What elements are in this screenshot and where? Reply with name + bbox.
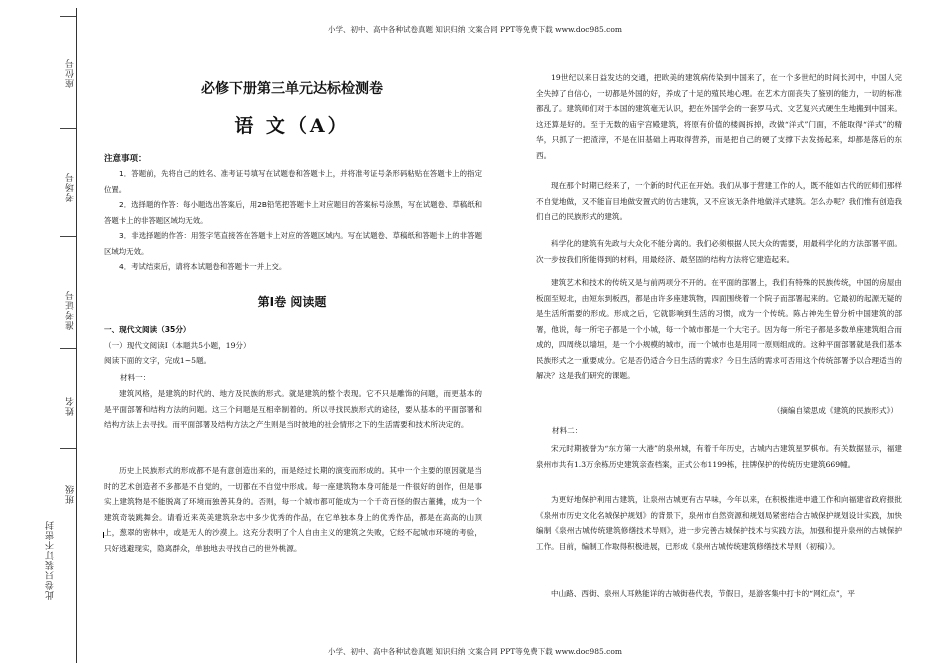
name-label: 姓名 xyxy=(66,396,76,416)
exam-room-blank[interactable] xyxy=(60,128,76,129)
ticket-blank[interactable] xyxy=(60,236,76,237)
material1-label: 材料一： xyxy=(120,373,151,382)
section-title: 第Ⅰ卷 阅读题 xyxy=(257,295,327,309)
right-para-3: 科学化的建筑有先政与大众化不能分离的。我们必须根据人民大众的需要，用最科学化的方法部署平面。次一步按我们所能得到的材料，用最经济、最坚固的结构方法将它建造起来。 xyxy=(536,239,902,264)
ticket-label: 准考证号 xyxy=(66,290,76,330)
material2-para-3: 中山路、西街、泉州人耳熟能详的古城街巷代表，节假日，是游客集中打卡的“网红点”，平 xyxy=(551,589,855,598)
seal-notice: 此卷只装订不密封 xyxy=(46,520,56,600)
material2-para-2: 为更好地保护利用古建筑，让泉州古城更有古早味，今年以来，在积极推进申遗工作和向福建省政府报批《泉州市历史文化名城保护规划》的背景下，泉州市自然资源和规划局紧密结合古城保护规划设计实践，加快编制《泉州古城传统建筑修缮技术导则》，进一步完善古城保护技术与实践方法，加强和提升泉州的古城保护工作。目前，编制工作取得积极进展，已形成《泉州古城传统建筑修缮技术导则（初稿）》。 xyxy=(536,495,902,551)
exam-room-label: 考场号 xyxy=(66,172,76,202)
binding-line xyxy=(76,8,77,663)
note-2: 2．选择题的作答：每小题选出答案后，用2B铅笔把答题卡上对应题目的答案标号涂黑，写在试题卷、草稿纸和答题卡上的非答题区域均无效。 xyxy=(104,200,482,225)
class-blank[interactable] xyxy=(60,448,76,449)
part1-subheading: （一）现代文阅读Ⅰ（本题共5小题，19分） xyxy=(104,341,251,350)
text-cursor xyxy=(103,532,104,538)
exam-title: 必修下册第三单元达标检测卷 xyxy=(201,81,383,97)
material2-para-1: 宋元时期被誉为“东方第一大港”的泉州城，有着千年历史，古城内古建筑星罗棋布。有关数据显示，福建泉州市共有1.3万余栋历史建筑亲查档案，正式公布1199栋，拄牌保护的传统历史建筑669幢。 xyxy=(536,444,902,469)
seat-label: 座位号 xyxy=(66,58,76,88)
reading-instruction: 阅读下面的文字，完成1~5题。 xyxy=(104,356,212,365)
source-citation: （摘编自梁思成《建筑的民族形式》） xyxy=(772,406,898,415)
note-1: 1．答题前，先将自己的姓名、准考证号填写在试题卷和答题卡上，并将准考证号条形码粘贴在答题卡上的指定位置。 xyxy=(104,169,482,194)
material1-para-2: 历史上民族形式的形成都不是有意创造出来的，而是经过长期的演变而形成的。其中一个主要的原因就是当时的艺术创造者不多都是不自觉的，一切都在不自觉中形成。每一座建筑物本身可能是一件很好的创作，但是事实上建筑物是不能脱离了环境而独善其身的。否则，每一个城市都可能成为一个千奇百怪的假古董摊，成为一个建筑奇装跳舞会。请看近来英美建筑杂志中多少优秀的作品，在它单独本身上的优秀作品，都是在高高的山顶上，葱翠的密林中，或是无人的沙漠上。这充分表明了个人自由主义的建筑之失败，它经不起城市环境的考验，只好逃避现实，隐离群众，单独地去寻找自己的世外桃源。 xyxy=(104,466,482,553)
name-blank[interactable] xyxy=(60,348,76,349)
class-label: 班级 xyxy=(66,484,76,504)
material2-label: 材料二： xyxy=(552,426,583,435)
right-para-4: 建筑艺术和技术的传统又是与前两项分不开的。在平面的部署上，我们有特殊的民族传统，中国的房屋由板面至短北，由短东到板西，都是由许多座建筑物，四面围绕着一个院子而部署起来的。它最初的起源无疑的是生活所需要的形成。形成之后，它就影响到生活的习惯，成为一个传统。陈占神先生曾分析中国建筑的部署，他说，每一所宅子都是一个小城，每一个城市都是一个大宅子。因为每一所宅子都是多数单座建筑组合而成的，四周绕以墙垣，是一个小规模的城市，而一个城市也是用同一原则组成的。这种平面部署就是我们基本民族形式之一重要成分。它是否仍适合今日生活的需求？今日生活的需求可否用这个传统部署予以合理适当的解决？这是我们研究的课题。 xyxy=(536,278,902,380)
note-4: 4．考试结束后，请将本试题卷和答题卡一并上交。 xyxy=(119,262,287,271)
right-para-2: 现在那个时期已经来了，一个新的时代正在开始。我们从事于营建工作的人，既不能如古代的匠师们那样不自觉地做，又不能盲目地做安置式的仿古建筑，又不应该无条件地做洋式建筑。怎么办呢？我们惟有创造我们自己的民族形式的建筑。 xyxy=(536,181,902,221)
seat-blank[interactable] xyxy=(60,16,76,17)
right-para-1: 19世纪以来日益发达的交通，把欧美的建筑病传染到中国来了，在一个多世纪的时间长河中，中国人完全失掉了自信心，一切都是外国的好，养成了十足的殖民地心理。在艺术方面丧失了鉴别的能力，一切的标准都乱了。建筑师们对于本国的建筑毫无认识，把在外国学会的一套罗马式、文艺复兴式硬生生地搬到中国来。这还算是好的。至于无数的庙宇宫殿建筑，将原有价值的楼阁拆掉，改做“洋式”门面，不能取得“洋式”的精华，只抓了一把渣滓，不是在旧基础上再取得营养，而是把自己的硬了支撑下去发扬起来，却都是落后的东西。 xyxy=(536,73,902,160)
exam-subject: 语 文（A） xyxy=(234,115,350,137)
material1-para-1: 建筑风格，是建筑的时代的、地方及民族的形式。就是建筑的整个表现。它不只是雕饰的问题，而更基本的是平面部署和结构方法的问题。这三个问题是互相牵制着的。所以寻找民族形式的途径，要从基本的平面部署和结构方法上去寻找。而平面部署及结构方法之产生则是当时彼地的社会情形之下的生活需要和技术所决定的。 xyxy=(104,389,482,429)
note-3: 3．非选择题的作答：用签字笔直接答在答题卡上对应的答题区域内。写在试题卷、草稿纸和答题卡上的非答题区域均无效。 xyxy=(104,231,482,256)
notes-heading: 注意事项： xyxy=(104,154,147,164)
part1-heading: 一、现代文阅读（35分） xyxy=(104,325,191,334)
footer-note: 小学、初中、高中各种试卷真题 知识归纳 文案合同 PPT等免费下载 www.doc985.com xyxy=(328,647,622,656)
header-note: 小学、初中、高中各种试卷真题 知识归纳 文案合同 PPT等免费下载 www.doc985.com xyxy=(328,25,622,34)
